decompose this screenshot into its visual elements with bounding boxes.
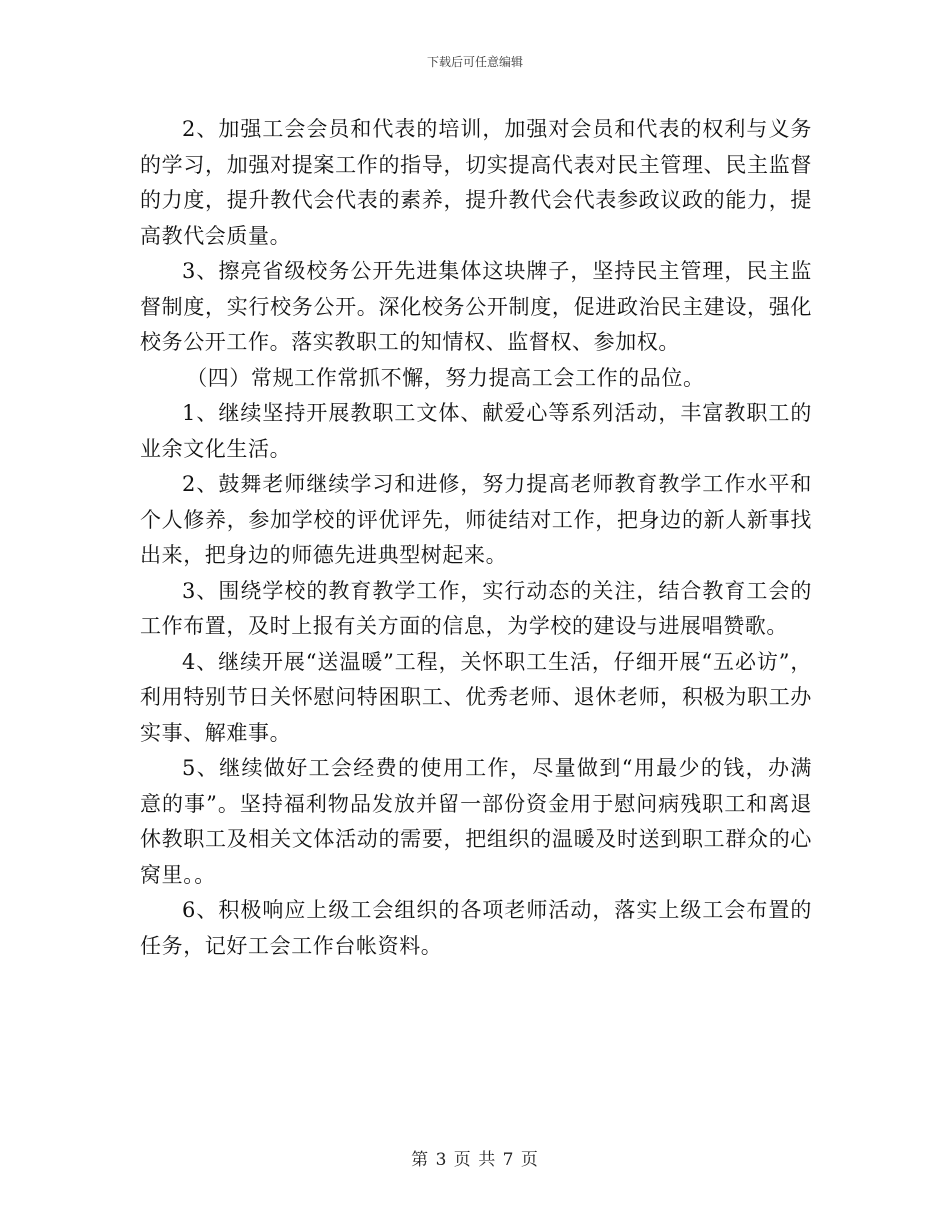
paragraph-school-affairs-openness: 3、擦亮省级校务公开先进集体这块牌子，坚持民主管理，民主监督制度，实行校务公开。深化校务公开制度，促进政治民主建设，强化校务公开工作。落实教职工的知情权、监督权、参加权。 — [140, 259, 812, 354]
page-number: 第 3 页 共 7 页 — [411, 1150, 539, 1170]
paragraph-teacher-study: 2、鼓舞老师继续学习和进修，努力提高老师教育教学工作水平和个人修养，参加学校的评优评先，师徒结对工作，把身边的新人新事找出来，把身边的师德先进典型树起来。 — [140, 472, 812, 567]
paragraph-union-activities: 6、积极响应上级工会组织的各项老师活动，落实上级工会布置的任务，记好工会工作台帐资料。 — [140, 898, 812, 958]
page-header: 下载后可任意编辑 — [426, 55, 523, 69]
paragraph-strengthen-training: 2、加强工会会员和代表的培训，加强对会员和代表的权利与义务的学习，加强对提案工作的指导，切实提高代表对民主管理、民主监督的力度，提升教代会代表的素养，提升教代会代表参政议政的能力，提高教代会质量。 — [140, 117, 812, 248]
paragraph-send-warmth: 4、继续开展“送温暖”工程，关怀职工生活，仔细开展“五必访”，利用特别节日关怀慰问特困职工、优秀老师、退休老师，积极为职工办实事、解难事。 — [140, 649, 812, 745]
paragraph-union-funds: 5、继续做好工会经费的使用工作，尽量做到“用最少的钱，办满意的事”。坚持福利物品发放并留一部份资金用于慰问病残职工和离退休教职工及相关文体活动的需要，把组织的温暖及时送到职工群众的心窝里。。 — [140, 756, 812, 887]
document-body — [140, 112, 812, 964]
paragraph-teaching-focus: 3、围绕学校的教育教学工作，实行动态的关注，结合教育工会的工作布置，及时上报有关方面的信息，为学校的建设与进展唱赞歌。 — [140, 578, 812, 638]
paragraph-cultural-activities: 1、继续坚持开展教职工文体、献爱心等系列活动，丰富教职工的业余文化生活。 — [140, 401, 812, 461]
section-heading-routine-work: （四）常规工作常抓不懈，努力提高工会工作的品位。 — [186, 365, 705, 390]
